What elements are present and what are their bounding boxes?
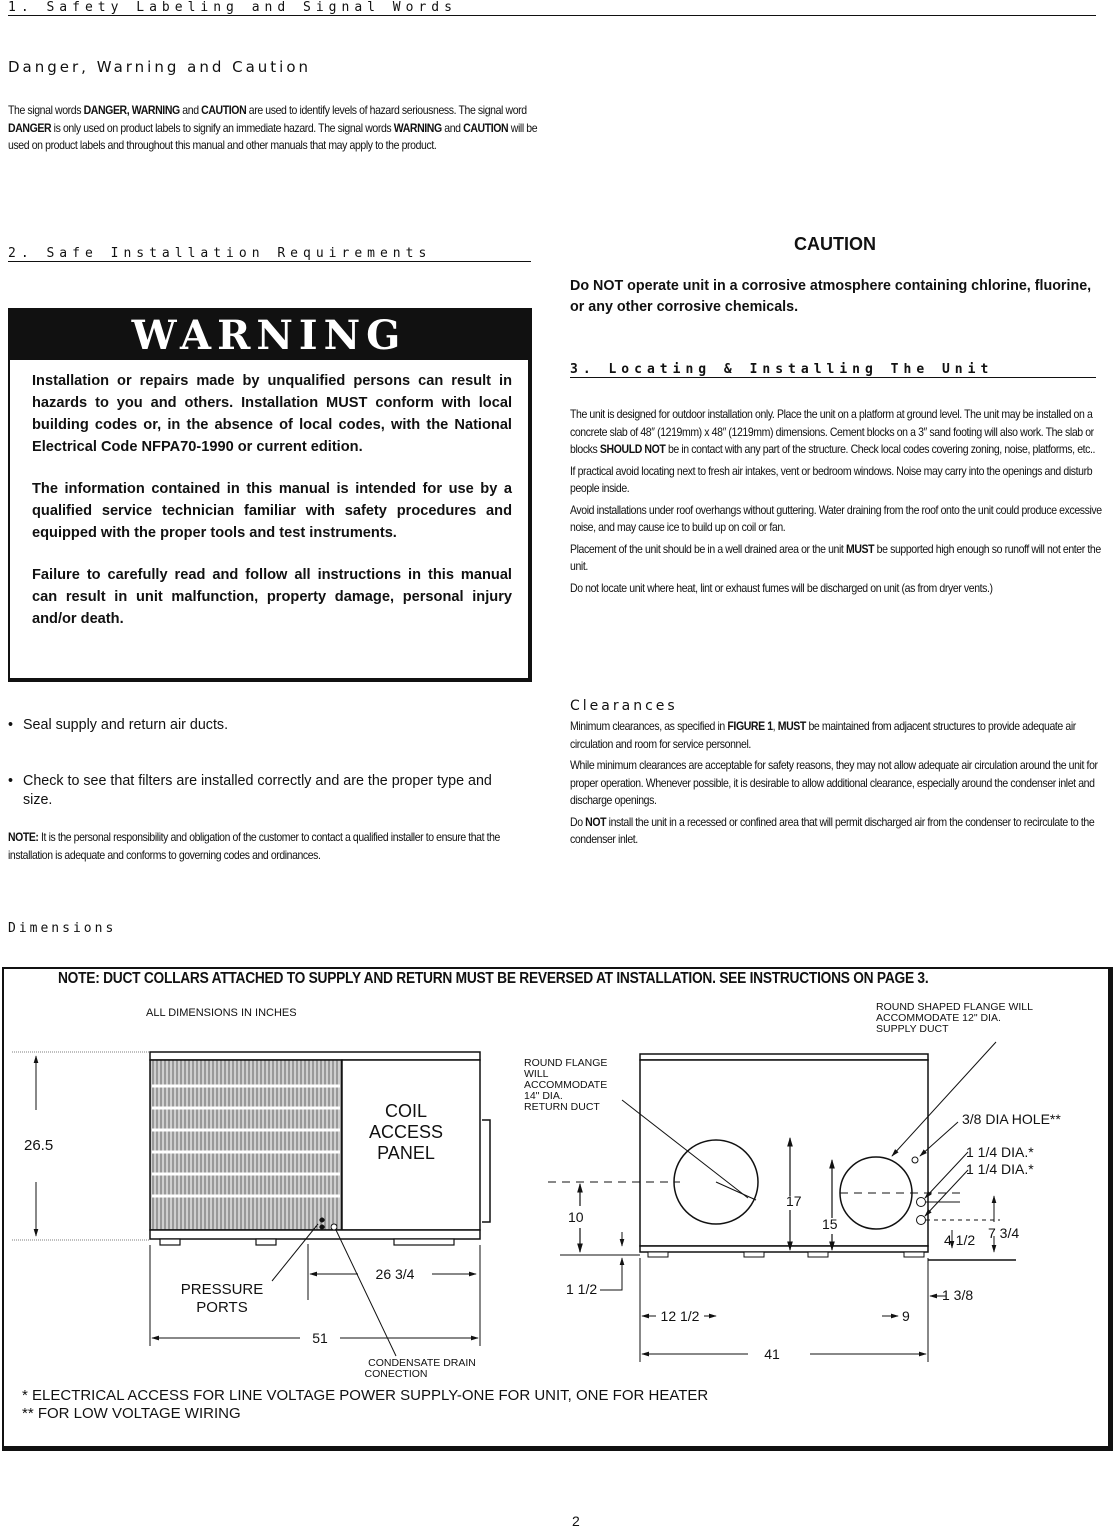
clearances-paragraph-3: Do NOT install the unit in a recessed or confined area that will permit discharged air from the condenser to recirculate to the condenser inlet.	[570, 814, 1095, 846]
units-label: ALL DIMENSIONS IN INCHES	[146, 1007, 297, 1019]
height-label: 26.5	[24, 1137, 54, 1154]
round-flange-label-2: WILL	[524, 1068, 549, 1080]
condensate-label-2: CONECTION	[364, 1368, 428, 1380]
round-shaped-label-2: ACCOMMODATE 12" DIA.	[876, 1012, 1001, 1024]
dim-17-label: 17	[786, 1193, 802, 1209]
unit-base	[150, 1230, 480, 1239]
base-foot-1	[160, 1239, 180, 1245]
clearances-paragraph-1: Minimum clearances, as specified in FIGURE 1, MUST be maintained from adjacent structures to provide adequate air circulation and room for service personnel.	[570, 719, 1076, 751]
unit-top-cap-right	[640, 1054, 928, 1060]
warning-paragraph-3: Failure to carefully read and follow all instructions in this manual can result in unit malfunction, property damage, personal injury and/or death.	[32, 567, 512, 627]
footnote-low-voltage: ** FOR LOW VOLTAGE WIRING	[22, 1405, 241, 1422]
dim-1-1-2-label: 1 1/2	[566, 1281, 598, 1297]
warning-paragraph-2: The information contained in this manual is intended for use by a qualified service technician familiar with safety procedures and equipped with the proper tools and test instruments.	[32, 481, 512, 541]
base-foot-3	[394, 1239, 454, 1245]
round-flange-label-4: 14" DIA.	[524, 1090, 563, 1102]
dimensions-heading: Dimensions	[8, 921, 117, 936]
locating-paragraph-3: Avoid installations under roof overhangs without guttering. Water draining from the roof onto the unit could produce excessive noise, and may cause ice to build up on coil or fan.	[570, 502, 1102, 534]
dia-1-1-4-label-1: 1 1/4 DIA.*	[966, 1144, 1034, 1160]
clearances-paragraph-2: While minimum clearances are acceptable for safety reasons, they may not allow adequate air circulation around the unit for proper operation. Whenever possible, it is desirable to allow additional clearance, especially around the condenser inlet and discharge openings.	[570, 758, 1098, 807]
dim-41-label: 41	[764, 1346, 780, 1362]
installer-note: NOTE: It is the personal responsibility and obligation of the customer to contact a qualified installer to ensure that the installation is adequate and conforms to governing codes and ordinances.	[8, 830, 500, 862]
warning-paragraph-1: Installation or repairs made by unqualified persons can result in hazards to you and others. Installation MUST conform with local building codes or, in the absence of local codes, with the National Electrical Code NFPA70-1990 or current edition.	[32, 373, 512, 455]
dim-26-3-4-label: 26 3/4	[375, 1266, 415, 1282]
pressure-port-2	[320, 1225, 325, 1230]
left-unit-view	[12, 1052, 490, 1380]
right-foot-1	[648, 1252, 668, 1257]
right-foot-3	[808, 1252, 828, 1257]
coil-panel-label-3: PANEL	[377, 1143, 435, 1163]
coil-panel-bracket	[482, 1120, 490, 1222]
width-label: 51	[312, 1330, 328, 1346]
unit-base-right	[640, 1246, 928, 1252]
pressure-port-1	[320, 1218, 325, 1223]
locating-paragraph-1: The unit is designed for outdoor installation only. Place the unit on a platform at ground level. The unit may be installed on a concrete slab of 48″ (1219mm) x 48″ (1219mm) dimensions. Cement blocks on a 3″ sand footing will also work. The slab or blocks SHOULD NOT be in contact with any part of the structure. Check local codes covering zoning, noise, platforms, etc..	[570, 407, 1096, 456]
low-voltage-hole	[912, 1157, 918, 1163]
duct-collar-note: NOTE: DUCT COLLARS ATTACHED TO SUPPLY AND RETURN MUST BE REVERSED AT INSTALLATION. SEE INSTRUCTIONS ON PAGE 3.	[58, 970, 929, 987]
dim-12-1-2-label: 12 1/2	[660, 1308, 700, 1324]
condensate-drain	[331, 1224, 337, 1230]
section-3-heading: 3. Locating & Installing The Unit	[570, 362, 1096, 378]
right-foot-4	[904, 1252, 924, 1257]
right-unit-view	[524, 1001, 1061, 1362]
electrical-access-2	[917, 1216, 926, 1225]
round-shaped-label-3: SUPPLY DUCT	[876, 1023, 949, 1035]
caution-title: CAUTION	[794, 234, 876, 254]
clearances-heading: Clearances	[570, 698, 678, 714]
locating-paragraph-5: Do not locate unit where heat, lint or exhaust fumes will be discharged on unit (as from dryer vents.)	[570, 580, 993, 595]
caution-text: Do NOT operate unit in a corrosive atmosphere containing chlorine, fluorine, or any other corrosive chemicals.	[570, 278, 1092, 315]
dim-1-3-8-label: 1 3/8	[942, 1287, 974, 1303]
locating-paragraph-4: Placement of the unit should be in a well drained area or the unit MUST be supported high enough so runoff will not enter the unit.	[570, 541, 1101, 573]
round-flange-label-1: ROUND FLANGE	[524, 1057, 608, 1069]
condensate-leader	[336, 1230, 396, 1356]
bullet-check-filters: • Check to see that filters are installed correctly and are the proper type and size.	[8, 773, 492, 808]
dim-15-label: 15	[822, 1216, 838, 1232]
page-number: 2	[572, 1513, 580, 1529]
coil-panel-label-2: ACCESS	[368, 1122, 444, 1142]
hole-3-8-label: 3/8 DIA HOLE**	[962, 1111, 1061, 1127]
dim-4-1-2-label: 4 1/2	[944, 1232, 976, 1248]
dim-10-label: 10	[568, 1209, 584, 1225]
unit-top-cap	[150, 1052, 480, 1060]
condensate-label-1: CONDENSATE DRAIN	[368, 1357, 476, 1369]
subheading-danger-warning-caution: Danger, Warning and Caution	[8, 58, 312, 76]
footnote-electrical: * ELECTRICAL ACCESS FOR LINE VOLTAGE POWER SUPPLY-ONE FOR UNIT, ONE FOR HEATER	[22, 1387, 709, 1404]
round-flange-label-5: RETURN DUCT	[524, 1101, 600, 1113]
dia-1-1-4-label-2: 1 1/4 DIA.*	[966, 1161, 1034, 1177]
round-shaped-label-1: ROUND SHAPED FLANGE WILL	[876, 1001, 1033, 1013]
base-foot-2	[256, 1239, 276, 1245]
dim-7-3-4-label: 7 3/4	[988, 1225, 1020, 1241]
locating-paragraph-2: If practical avoid locating next to fresh air intakes, vent or bedroom windows. Noise may carry into the openings and disturb people inside.	[570, 463, 1093, 495]
dia-leader-1	[925, 1152, 968, 1198]
dim-1-1-2-leader	[600, 1272, 622, 1290]
coil-panel-label-1: COIL	[384, 1101, 428, 1121]
section-1-heading: 1. Safety Labeling and Signal Words	[8, 0, 1096, 16]
signal-words-paragraph: The signal words DANGER, WARNING and CAUTION are used to identify levels of hazard seriousness. The signal word DANGER is only used on product labels to signify an immediate hazard. The signal words WARNING and CAUTION will be used on product labels and throughout this manual and other manuals that may apply to the product.	[8, 103, 538, 152]
pressure-ports-label-1: PRESSURE	[180, 1281, 264, 1298]
electrical-access-1	[917, 1198, 926, 1207]
warning-title: WARNING	[10, 310, 528, 360]
dim-9-label: 9	[902, 1308, 910, 1324]
right-foot-2	[744, 1252, 764, 1257]
round-flange-label-3: ACCOMMODATE	[524, 1079, 608, 1091]
section-2-heading: 2. Safe Installation Requirements	[8, 246, 531, 262]
pressure-ports-label-2: PORTS	[196, 1299, 248, 1316]
bullet-seal-ducts: • Seal supply and return air ducts.	[8, 717, 229, 733]
